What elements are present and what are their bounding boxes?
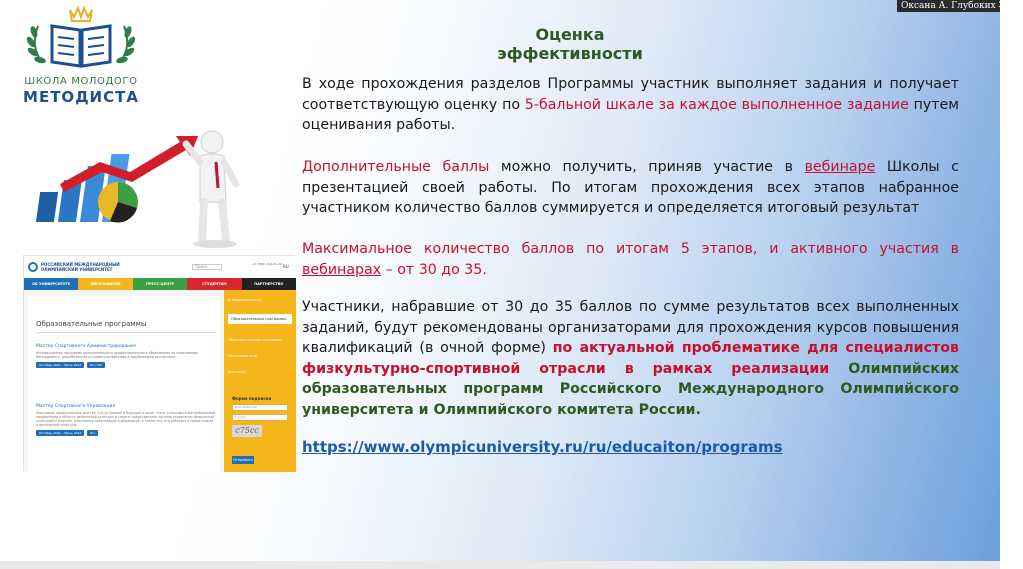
highlight-programs: Олимпийских образовательных программ Российского Международного Олимпийского университета и Олимпийского комитета России. [302, 360, 959, 418]
paragraph-text: Участники, набравшие от 30 до 35 баллов по сумме результатов всех выполненных заданий, будут рекомендованы организаторами для прохождения курсов повышения квалификаций (в очной форме) [302, 299, 959, 356]
program-description: Программа предназначена для тех, кто устремлен в будущее и хочет стать успешным в востребованном направлении в области физической культуры и спорта: представители органов управления физической культурой и спортом, спортивных организаций и федераций, а также тех, кто работает в сфере спорта и физической культуры. [36, 411, 216, 427]
highlight-bonus: Дополнительные баллы [302, 159, 490, 175]
paragraph-text: можно получить, приняв участие в [489, 159, 805, 175]
olympic-university-logo-icon [28, 262, 38, 272]
program-tag: Октябрь 2021 – Июнь 2022 [36, 430, 84, 436]
site-nav-item-press: ПРЕСС-ЦЕНТР [133, 278, 187, 290]
site-page-title: Образовательные программы [36, 320, 147, 328]
paragraph-max-score [302, 239, 959, 280]
program-title: Мастер Спортивного Управления [36, 404, 116, 409]
program-title: Мастер Спортивного Администрирования [36, 344, 136, 349]
site-nav-item-partnership: ПАРТНЕРСТВО [242, 278, 296, 290]
subscribe-widget-title: Форма подписки [232, 396, 272, 401]
website-screenshot [23, 255, 295, 471]
growth-chart-figure-illustration [40, 122, 270, 252]
sidebar-active-item: Образовательные программы [228, 314, 292, 324]
subscribe-email-input: E-mail [232, 414, 288, 421]
subscribe-button: Отправить [233, 458, 253, 462]
site-search-input: Поиск [192, 264, 222, 270]
site-nav-item-about: ОБ УНИВЕРСИТЕТЕ [24, 278, 78, 290]
paragraph-scoring [302, 74, 959, 136]
captcha-image: c75cc [232, 425, 262, 437]
paragraph-bonus [302, 157, 959, 219]
bottom-strip [0, 561, 1000, 569]
paragraph-text: путем оценивания работы. [302, 96, 959, 133]
site-divider [36, 332, 216, 333]
sidebar-item: Преподаватели [228, 354, 257, 358]
program-item [36, 344, 216, 368]
programs-link[interactable]: https://www.olympicuniversity.ru/ru/educaiton/programs [302, 438, 783, 456]
paragraph-text: В ходе прохождения разделов Программы участник выполняет задания и получает соответствующую оценку по [302, 76, 959, 113]
program-tag: Октябрь 2021 – Июль 2022 [36, 362, 84, 368]
highlight-max: Максимальное количество баллов по итогам 5 этапов, и активного участия в [302, 241, 959, 257]
program-tag: RU [87, 430, 97, 436]
site-contact-text: +7 (862) 242-04-20 [252, 262, 282, 266]
site-nav-item-education: ОБРАЗОВАНИЕ [78, 278, 132, 290]
logo-text-school: ШКОЛА МОЛОДОГО [24, 76, 138, 87]
logo-text-methodist: МЕТОДИСТА [23, 88, 139, 106]
presenter-name-tag: Оксана А. Глубоких ЭЕ16 [897, 0, 1000, 12]
sidebar-item: Контакты [228, 370, 247, 374]
paragraph-text: Школы с презентацией своей работы. По итогам прохождения всех этапов набранное участником количество баллов суммируется и определяется итоговый результат [302, 159, 959, 216]
book-laurel-emblem [12, 2, 150, 76]
sidebar-item: О подразделении [228, 298, 261, 302]
highlight-scale: 5-бальной шкале за каждое выполненное задание [524, 96, 909, 113]
program-item [36, 404, 216, 436]
site-nav [24, 278, 296, 290]
site-main-content [28, 296, 220, 472]
highlight-webinars: вебинарах [302, 261, 382, 278]
subscribe-name-input: Имя Фамилия [232, 404, 288, 411]
program-description: Инновационная программа дополнительного профессионального образования по спортивному менеджменту, разработанная лучшими российскими и зарубежными экспертами. [36, 351, 199, 359]
site-nav-item-students: СТУДЕНТАМ [187, 278, 241, 290]
sidebar-item: Образовательные программы [228, 338, 284, 342]
paragraph-recommendation [302, 297, 959, 420]
site-language-switch: RU [283, 264, 289, 269]
site-header [24, 256, 296, 278]
highlight-webinar: вебинаре [804, 159, 876, 175]
slide-title: Оценка эффективности [497, 25, 643, 63]
program-tag: RU / EN [87, 362, 104, 368]
school-logo [12, 2, 150, 108]
site-logo-text: РОССИЙСКИЙ МЕЖДУНАРОДНЫЙ ОЛИМПИЙСКИЙ УНИВЕРСИТЕТ [41, 262, 120, 272]
site-body [24, 290, 296, 472]
highlight-topic: по актуальной проблематике для специалистов физкультурно-спортивной отрасли в рамках реализации [302, 340, 959, 377]
site-sidebar [224, 290, 296, 472]
highlight-range: – от 30 до 35. [381, 261, 487, 278]
